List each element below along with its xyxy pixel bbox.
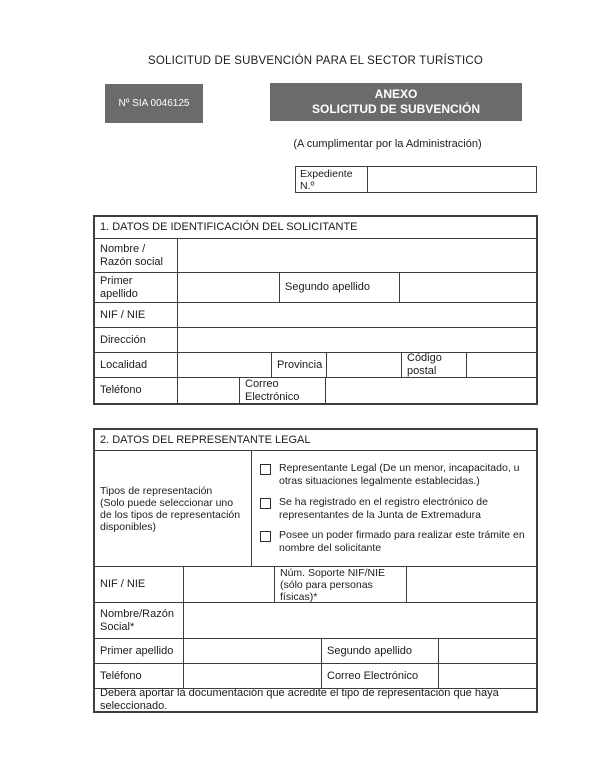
rep-telefono-input[interactable]	[184, 664, 322, 688]
section1-table	[93, 215, 538, 405]
sia-number-box	[105, 84, 203, 123]
option-registro-electronico[interactable]	[260, 496, 528, 522]
table-row	[95, 303, 536, 328]
section2-table	[93, 428, 538, 713]
codigo-postal-input[interactable]	[467, 353, 536, 377]
num-soporte-label: Núm. Soporte NIF/NIE (sólo para personas físicas)*	[275, 567, 407, 602]
annex-line2: SOLICITUD DE SUBVENCIÓN	[311, 102, 480, 116]
rep-nif-nie-label: NIF / NIE	[95, 567, 184, 602]
table-row	[95, 689, 536, 711]
table-row	[95, 353, 536, 378]
section2-title: 2. DATOS DEL REPRESENTANTE LEGAL	[100, 433, 311, 446]
checkbox-icon[interactable]	[260, 464, 271, 475]
direccion-label: Dirección	[95, 328, 178, 352]
segundo-apellido-label: Segundo apellido	[280, 273, 400, 302]
num-soporte-input[interactable]	[407, 567, 536, 602]
expediente-input[interactable]	[368, 167, 536, 192]
section1-title: 1. DATOS DE IDENTIFICACIÓN DEL SOLICITANTE	[100, 221, 358, 233]
checkbox-icon[interactable]	[260, 498, 271, 509]
nif-nie-input[interactable]	[178, 303, 536, 327]
tipos-label-text: Tipos de representación	[100, 484, 213, 497]
table-row	[95, 378, 536, 403]
rep-nif-nie-input[interactable]	[184, 567, 275, 602]
localidad-label: Localidad	[95, 353, 178, 377]
checkbox-icon[interactable]	[260, 531, 271, 542]
primer-apellido-label: Primer apellido	[95, 273, 178, 302]
table-row	[95, 239, 536, 273]
table-row	[95, 567, 536, 603]
telefono-input[interactable]	[178, 378, 240, 403]
segundo-apellido-input[interactable]	[400, 273, 536, 302]
rep-correo-input[interactable]	[439, 664, 536, 688]
table-row	[95, 603, 536, 639]
option-label: Posee un poder firmado para realizar este trámite en nombre del solicitante	[279, 528, 525, 554]
table-row	[95, 664, 536, 689]
expediente-label: Expediente N.º	[296, 167, 368, 192]
section1-header-row	[95, 217, 536, 239]
option-poder-firmado[interactable]	[260, 529, 528, 555]
tipos-note-text: (Solo puede seleccionar uno de los tipos de representación disponibles)	[100, 496, 241, 533]
rep-segundo-apellido-input[interactable]	[439, 639, 536, 663]
correo-label: Correo Electrónico	[240, 378, 326, 403]
provincia-input[interactable]	[327, 353, 402, 377]
correo-input[interactable]	[326, 378, 536, 403]
table-row	[95, 273, 536, 303]
rep-correo-label: Correo Electrónico	[322, 664, 439, 688]
rep-primer-apellido-input[interactable]	[184, 639, 322, 663]
direccion-input[interactable]	[178, 328, 536, 352]
documentation-note: Deberá aportar la documentación que acredite el tipo de representación que haya seleccionado.	[100, 689, 499, 711]
expediente-table	[295, 166, 537, 193]
annex-title-box	[270, 83, 522, 121]
option-representante-legal[interactable]	[260, 462, 528, 488]
document-title: SOLICITUD DE SUBVENCIÓN PARA EL SECTOR TURÍSTICO	[147, 55, 484, 67]
option-label: Se ha registrado en el registro electrónico de representantes de la Junta de Extremadura	[279, 495, 488, 521]
admin-note: (A cumplimentar por la Administración)	[293, 138, 482, 150]
table-row	[95, 451, 536, 567]
annex-line1: ANEXO	[374, 87, 418, 101]
table-row	[95, 639, 536, 664]
nombre-razon-input[interactable]	[178, 239, 536, 272]
rep-primer-apellido-label: Primer apellido	[95, 639, 184, 663]
rep-segundo-apellido-label: Segundo apellido	[322, 639, 439, 663]
nombre-razon-label: Nombre / Razón social	[95, 239, 178, 272]
tipos-representacion-options	[252, 451, 536, 566]
primer-apellido-input[interactable]	[178, 273, 280, 302]
localidad-input[interactable]	[178, 353, 272, 377]
table-row	[95, 328, 536, 353]
codigo-postal-label: Código postal	[402, 353, 467, 377]
provincia-label: Provincia	[272, 353, 327, 377]
rep-telefono-label: Teléfono	[95, 664, 184, 688]
section2-header-row	[95, 430, 536, 451]
sia-number: Nº SIA 0046125	[118, 98, 190, 109]
option-label: Representante Legal (De un menor, incapacitado, u otras situaciones legalmente establecidas.)	[279, 462, 520, 488]
rep-nombre-razon-input[interactable]	[184, 603, 536, 638]
telefono-label: Teléfono	[95, 378, 178, 403]
tipos-representacion-label	[95, 451, 252, 566]
rep-nombre-razon-label: Nombre/Razón Social*	[95, 603, 184, 638]
nif-nie-label: NIF / NIE	[95, 303, 178, 327]
